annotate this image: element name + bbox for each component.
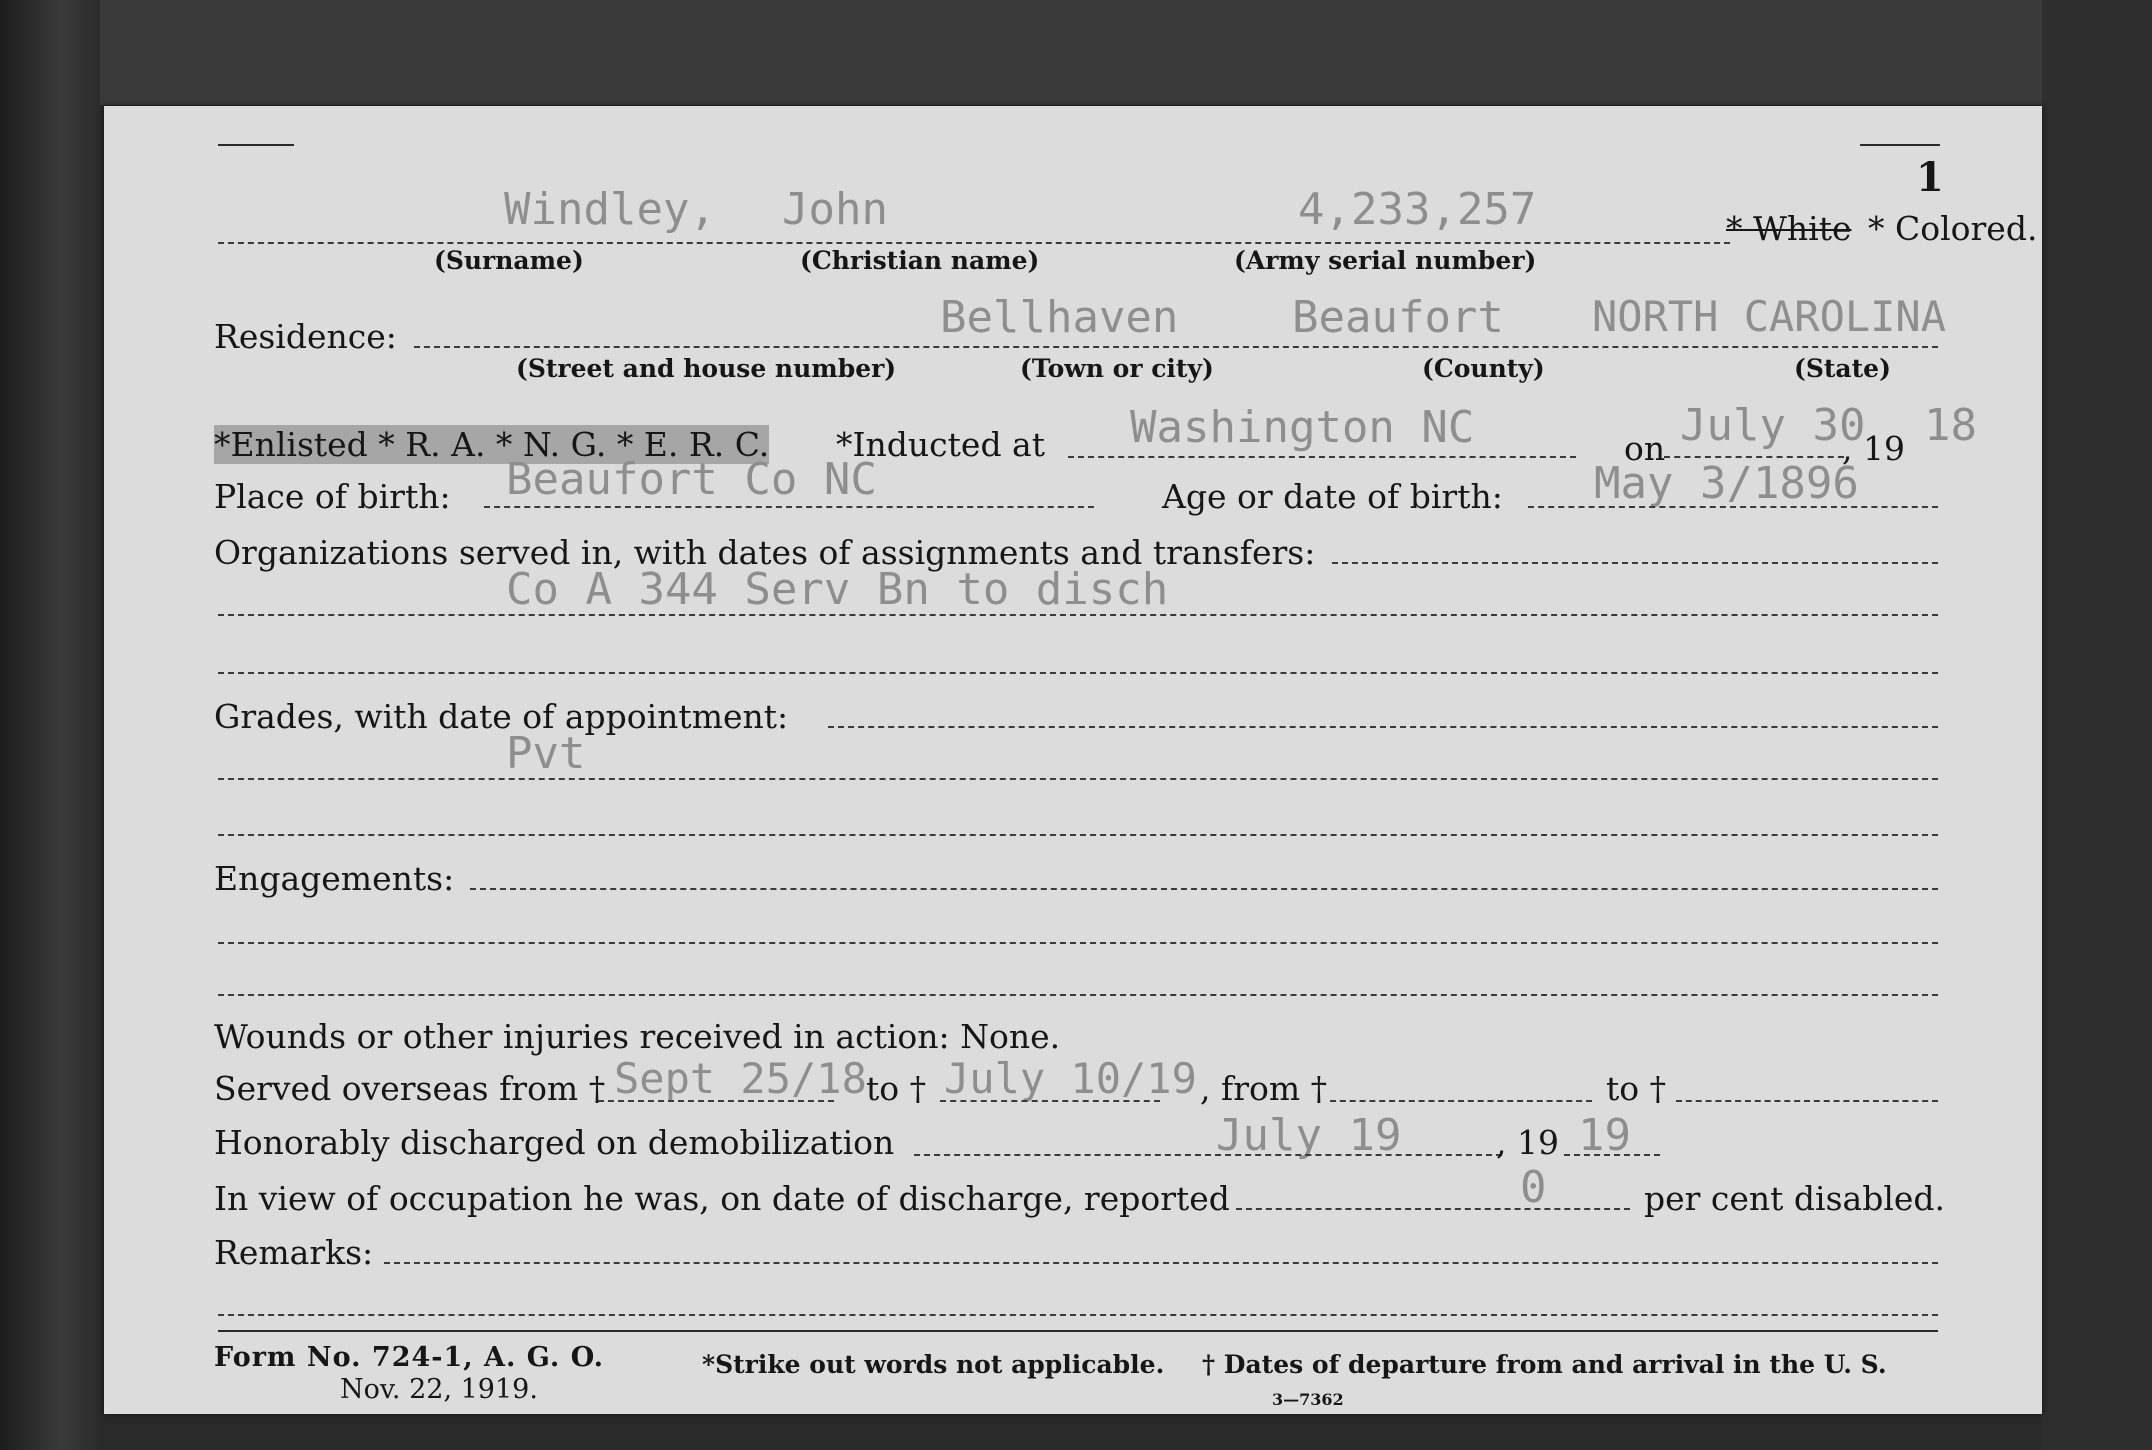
discharge-year-prefix: , 19: [1496, 1123, 1559, 1162]
inducted-line: [1068, 456, 1576, 458]
residence-county: Beaufort: [1292, 292, 1504, 343]
footer-rule: [218, 1330, 1938, 1332]
county-caption: (County): [1422, 354, 1545, 383]
birth-date-line: [1528, 506, 1938, 508]
street-caption: (Street and house number): [516, 354, 897, 383]
grades-line-3: [218, 834, 1938, 836]
overseas-from-1: Sept 25/18: [614, 1054, 867, 1103]
birth-place-line: [484, 506, 1094, 508]
top-right-rule: [1860, 144, 1940, 146]
discharge-label: Honorably discharged on demobilization: [214, 1123, 895, 1162]
disability-label: In view of occupation he was, on date of discharge, reported: [214, 1179, 1230, 1218]
grades-value: Pvt: [506, 728, 586, 779]
inducted-label: *Inducted at: [836, 425, 1045, 464]
card-number: 1: [1916, 154, 1944, 201]
inducted-year: 18: [1924, 400, 1977, 451]
overseas-label: Served overseas from †: [214, 1069, 606, 1108]
background-left: [0, 0, 100, 1450]
grades-label: Grades, with date of appointment:: [214, 697, 789, 736]
discharge-date-line: [914, 1154, 1502, 1156]
engagements-label: Engagements:: [214, 859, 455, 898]
engagements-line-1: [470, 888, 1938, 890]
surname-caption: (Surname): [434, 246, 584, 275]
colored-label: * Colored.: [1868, 209, 2038, 248]
residence-line: [414, 346, 1938, 348]
organizations-line-1: [1332, 562, 1938, 564]
form-date: Nov. 22, 1919.: [340, 1374, 538, 1405]
state-caption: (State): [1794, 354, 1891, 383]
birth-place-label: Place of birth:: [214, 477, 451, 516]
disability-line: [1236, 1208, 1630, 1210]
top-left-rule: [218, 144, 294, 146]
organizations-value: Co A 344 Serv Bn to disch: [506, 564, 1169, 615]
background-right: [2042, 0, 2152, 1450]
residence-state: NORTH CAROLINA: [1592, 292, 1947, 341]
grades-line-1: [828, 726, 1938, 728]
strike-note: *Strike out words not applicable.: [702, 1350, 1165, 1379]
overseas-from-label: , from †: [1200, 1069, 1328, 1108]
birth-place: Beaufort Co NC: [506, 454, 877, 505]
organizations-line-3: [218, 672, 1938, 674]
inducted-date: July 30: [1680, 400, 1866, 451]
overseas-from-1-line: [598, 1100, 834, 1102]
disability-value: 0: [1520, 1162, 1547, 1213]
print-code: 3—7362: [1272, 1390, 1344, 1409]
overseas-to-1: July 10/19: [944, 1054, 1197, 1103]
remarks-line-2: [218, 1314, 1938, 1316]
surname-value: Windley,: [504, 184, 716, 235]
inducted-place: Washington NC: [1130, 402, 1475, 453]
wounds-label: Wounds or other injuries received in action: None.: [214, 1017, 1061, 1056]
form-number: Form No. 724-1, A. G. O.: [214, 1342, 605, 1373]
disability-suffix: per cent disabled.: [1644, 1179, 1946, 1218]
birth-date: May 3/1896: [1594, 458, 1859, 509]
christian-name-value: John: [782, 184, 888, 235]
remarks-label: Remarks:: [214, 1233, 374, 1272]
grades-line-2: [218, 778, 1938, 780]
birth-date-label: Age or date of birth:: [1162, 477, 1503, 516]
residence-town: Bellhaven: [940, 292, 1179, 343]
white-label: [1726, 209, 1852, 248]
residence-label: Residence:: [214, 317, 397, 356]
overseas-to-1-line: [940, 1100, 1160, 1102]
on-label: on: [1624, 429, 1666, 468]
dates-note: † Dates of departure from and arrival in the U. S.: [1202, 1350, 1887, 1379]
background-top: [0, 0, 2152, 105]
name-line: [218, 242, 1730, 244]
record-card: [104, 106, 2042, 1414]
overseas-to-2-line: [1676, 1100, 1938, 1102]
enlisted-status-text: *Enlisted * R. A. * N. G. * E. R. C.: [214, 425, 770, 464]
christian-caption: (Christian name): [800, 246, 1040, 275]
overseas-to-label: to †: [866, 1069, 927, 1108]
discharge-year-line: [1564, 1154, 1660, 1156]
engagements-line-2: [218, 942, 1938, 944]
town-caption: (Town or city): [1020, 354, 1214, 383]
engagements-line-3: [218, 994, 1938, 996]
white-text: * White: [1726, 209, 1852, 248]
organizations-label: Organizations served in, with dates of assignments and transfers:: [214, 533, 1316, 572]
overseas-to-2-label: to †: [1606, 1069, 1667, 1108]
remarks-line-1: [384, 1262, 1938, 1264]
discharge-date: July 19: [1216, 1110, 1402, 1161]
serial-number-value: 4,233,257: [1298, 184, 1537, 235]
discharge-year: 19: [1578, 1110, 1631, 1161]
inducted-year-prefix: , 19: [1842, 429, 1905, 468]
organizations-line-2: [218, 614, 1938, 616]
serial-caption: (Army serial number): [1234, 246, 1537, 275]
overseas-from-2-line: [1330, 1100, 1592, 1102]
